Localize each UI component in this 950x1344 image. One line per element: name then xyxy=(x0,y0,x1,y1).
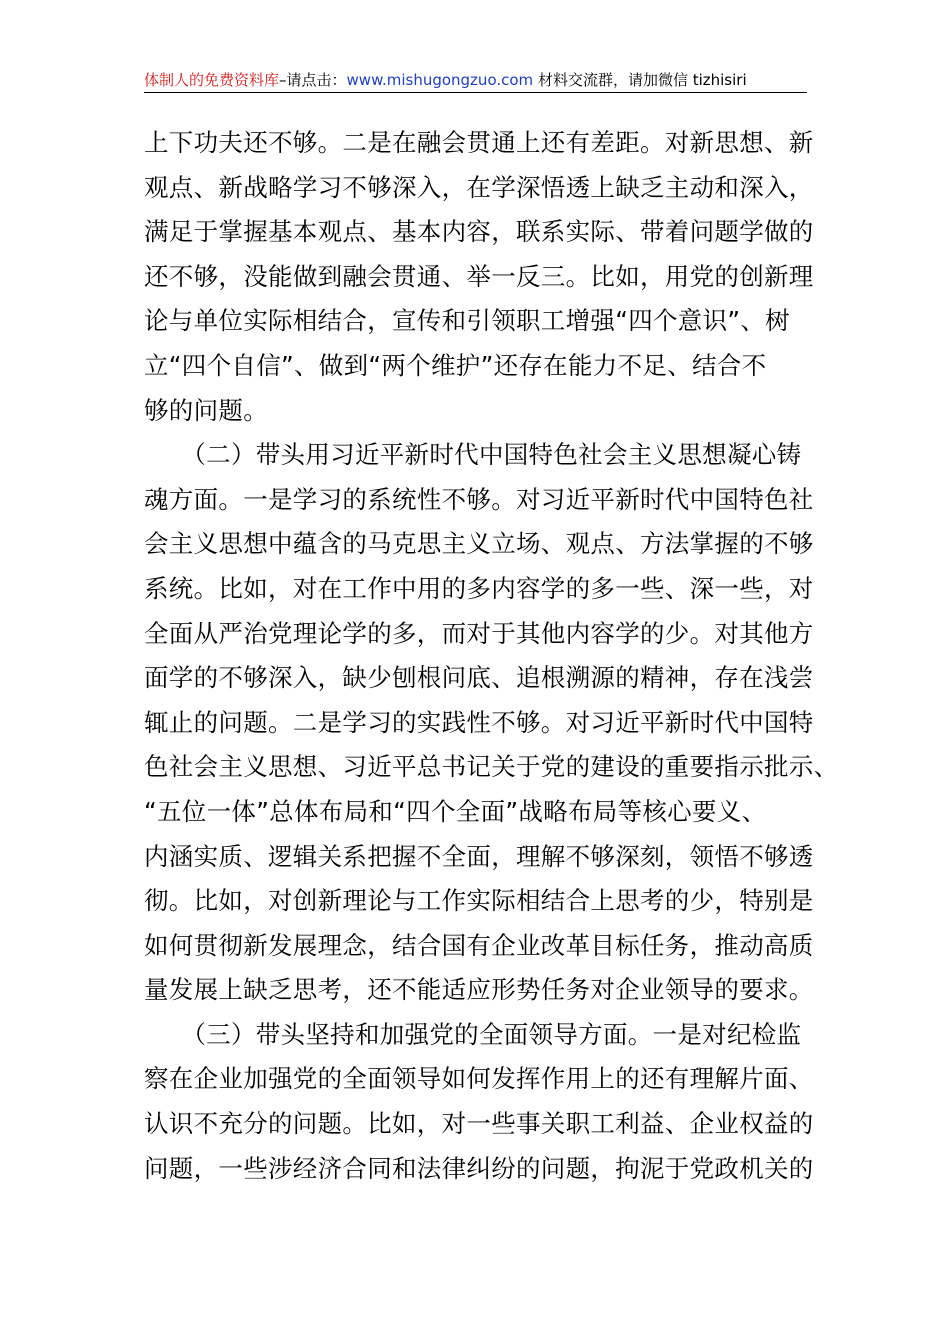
text-line: 观点、新战略学习不够深入，在学深悟透上缺乏主动和深入， xyxy=(144,172,814,202)
header-website-link[interactable]: www.mishugongzuo.com xyxy=(346,71,534,89)
text-line: 会主义思想中蕴含的马克思主义立场、观点、方法掌握的不够 xyxy=(144,529,814,559)
text-line: 如何贯彻新发展理念，结合国有企业改革目标任务，推动高质 xyxy=(144,930,814,960)
section-heading-line: （二）带头用习近平新时代中国特色社会主义思想凝心铸 xyxy=(144,440,802,470)
header-brand-text: 体制人的免费资料库 xyxy=(144,71,280,89)
text-line: 论与单位实际相结合，宣传和引领职工增强“四个意识”、树 xyxy=(144,306,790,336)
header-contact-text: 材料交流群，请加微信 tizhisiri xyxy=(533,71,747,89)
text-line: 色社会主义思想、习近平总书记关于党的建设的重要指示批示、 xyxy=(144,752,839,782)
text-line: 够的问题。 xyxy=(144,395,268,425)
section-heading-line: （三）带头坚持和加强党的全面领导方面。一是对纪检监 xyxy=(144,1019,802,1049)
header-prompt-text: –请点击： xyxy=(279,71,347,89)
text-line: 内涵实质、逻辑关系把握不全面，理解不够深刻，领悟不够透 xyxy=(144,841,814,871)
text-line: “五位一体”总体布局和“四个全面”战略布局等核心要义、 xyxy=(144,796,767,826)
document-body xyxy=(144,121,839,1191)
text-line: 量发展上缺乏思考，还不能适应形势任务对企业领导的要求。 xyxy=(144,975,814,1005)
text-line: 立“四个自信”、做到“两个维护”还存在能力不足、结合不 xyxy=(144,350,767,380)
page-header xyxy=(144,68,807,93)
text-line: 上下功夫还不够。二是在融会贯通上还有差距。对新思想、新 xyxy=(144,128,814,157)
text-line: 魂方面。一是学习的系统性不够。对习近平新时代中国特色社 xyxy=(144,484,814,514)
text-line: 全面从严治党理论学的多，而对于其他内容学的少。对其他方 xyxy=(144,618,814,648)
text-line: 认识不充分的问题。比如，对一些事关职工利益、企业权益的 xyxy=(144,1109,814,1139)
text-line: 系统。比如，对在工作中用的多内容学的多一些、深一些，对 xyxy=(144,573,814,603)
text-line: 察在企业加强党的全面领导如何发挥作用上的还有理解片面、 xyxy=(144,1064,814,1094)
text-line: 面学的不够深入，缺少刨根问底、追根溯源的精神，存在浅尝 xyxy=(144,663,814,693)
text-line: 彻。比如，对创新理论与工作实际相结合上思考的少，特别是 xyxy=(144,886,814,916)
text-line: 问题，一些涉经济合同和法律纠纷的问题，拘泥于党政机关的 xyxy=(144,1153,814,1183)
text-line: 还不够，没能做到融会贯通、举一反三。比如，用党的创新理 xyxy=(144,261,814,291)
text-line: 辄止的问题。二是学习的实践性不够。对习近平新时代中国特 xyxy=(144,707,814,737)
text-line: 满足于掌握基本观点、基本内容，联系实际、带着问题学做的 xyxy=(144,217,814,247)
